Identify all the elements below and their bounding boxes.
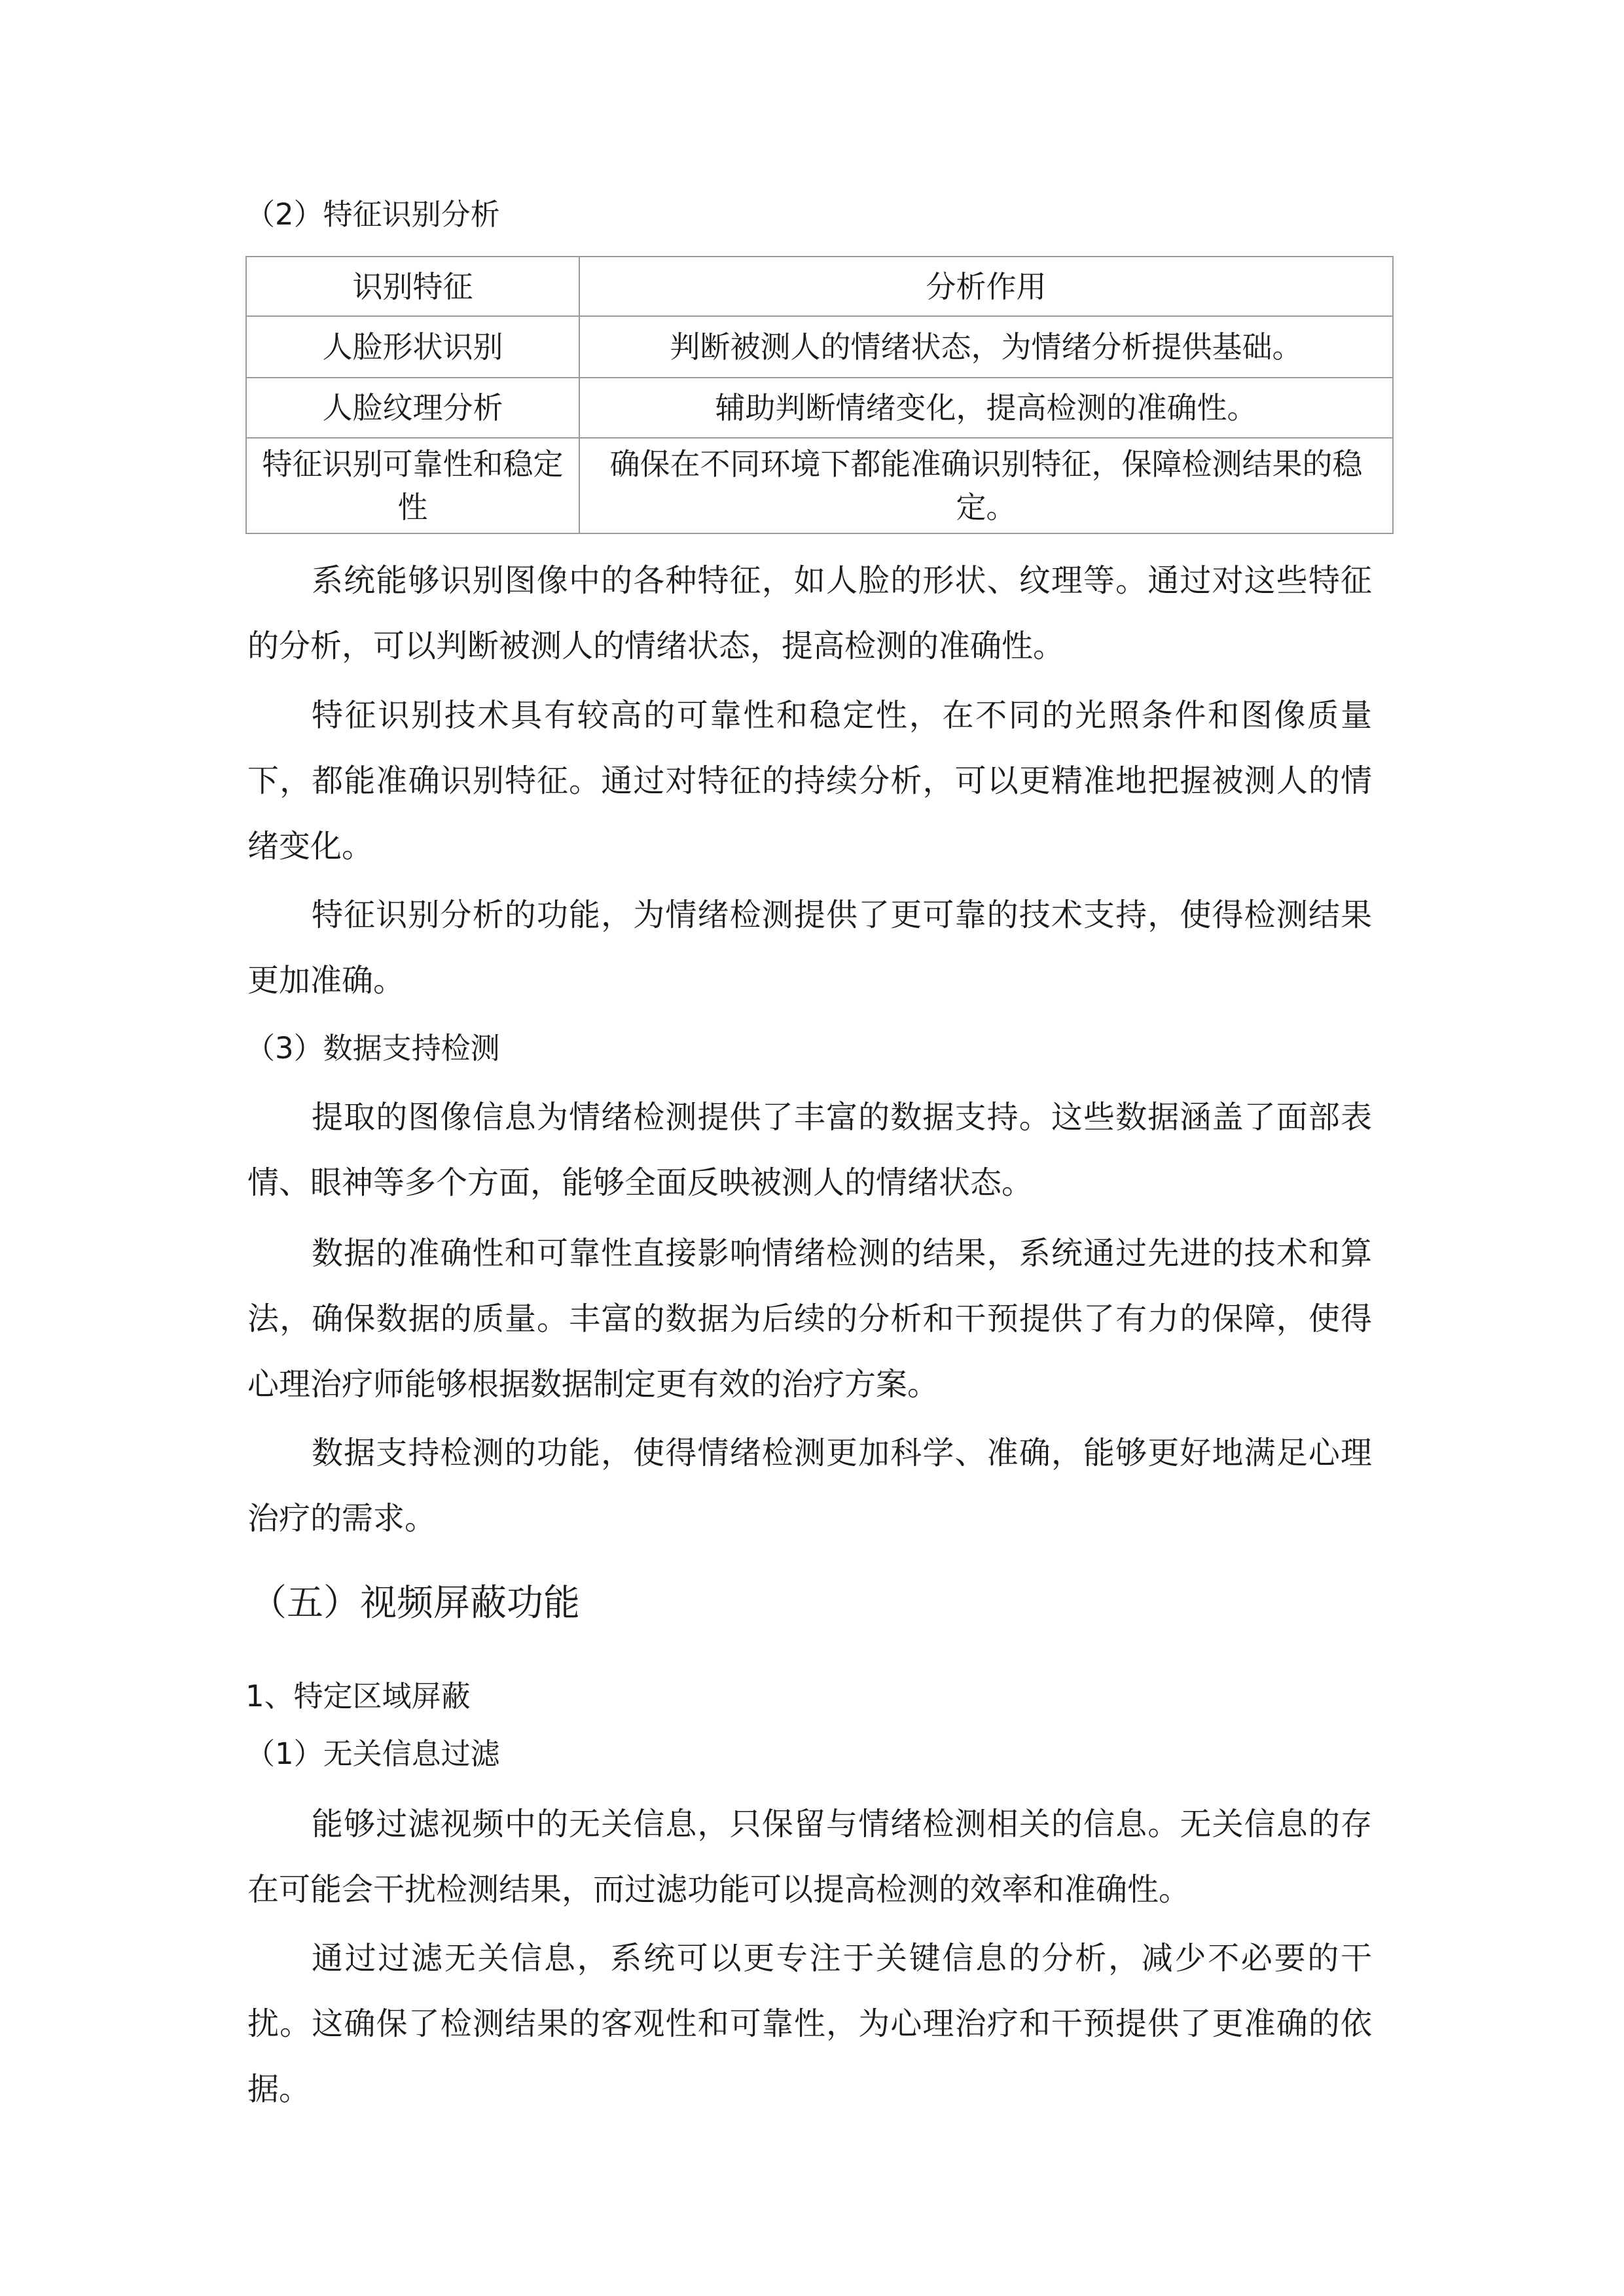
table-header-cell: 识别特征 [246, 257, 579, 316]
table-cell-role: 确保在不同环境下都能准确识别特征，保障检测结果的稳定。 [579, 438, 1393, 533]
paragraph: 提取的图像信息为情绪检测提供了丰富的数据支持。这些数据涵盖了面部表情、眼神等多个方面，能够全面反映被测人的情绪状态。 [247, 1099, 1372, 1201]
table-header-row [246, 257, 1393, 316]
heading-irrelevant-filter: （1）无关信息过滤 [245, 1736, 500, 1771]
paragraph: 特征识别技术具有较高的可靠性和稳定性，在不同的光照条件和图像质量下，都能准确识别特征。通过对特征的持续分析，可以更精准地把握被测人的情绪变化。 [247, 697, 1372, 865]
paragraph: 通过过滤无关信息，系统可以更专注于关键信息的分析，减少不必要的干扰。这确保了检测结果的客观性和可靠性，为心理治疗和干预提供了更准确的依据。 [247, 1940, 1372, 2108]
paragraph: 数据支持检测的功能，使得情绪检测更加科学、准确，能够更好地满足心理治疗的需求。 [247, 1435, 1372, 1537]
table-row [246, 438, 1393, 533]
table-cell-role: 辅助判断情绪变化，提高检测的准确性。 [579, 378, 1393, 438]
paragraph: 特征识别分析的功能，为情绪检测提供了更可靠的技术支持，使得检测结果更加准确。 [247, 897, 1372, 999]
table-cell-role: 判断被测人的情绪状态，为情绪分析提供基础。 [579, 316, 1393, 378]
table-cell-feature: 人脸形状识别 [246, 316, 579, 378]
table-row [246, 378, 1393, 438]
subsection-heading-region-mask: 1、特定区域屏蔽 [245, 1679, 471, 1713]
table-cell-feature: 人脸纹理分析 [246, 378, 579, 438]
table-row [246, 316, 1393, 378]
paragraph: 能够过滤视频中的无关信息，只保留与情绪检测相关的信息。无关信息的存在可能会干扰检测结果，而过滤功能可以提高检测的效率和准确性。 [247, 1806, 1372, 1908]
heading-feature-recognition: （2）特征识别分析 [245, 197, 500, 232]
paragraph: 数据的准确性和可靠性直接影响情绪检测的结果，系统通过先进的技术和算法，确保数据的质量。丰富的数据为后续的分析和干预提供了有力的保障，使得心理治疗师能够根据数据制定更有效的治疗方案。 [247, 1235, 1372, 1403]
table-header-cell: 分析作用 [579, 257, 1393, 316]
heading-data-support: （3）数据支持检测 [245, 1031, 500, 1066]
section-heading-video-mask: （五）视频屏蔽功能 [250, 1582, 580, 1624]
feature-analysis-table [245, 256, 1394, 534]
paragraph: 系统能够识别图像中的各种特征，如人脸的形状、纹理等。通过对这些特征的分析，可以判断被测人的情绪状态，提高检测的准确性。 [247, 562, 1372, 664]
table-cell-feature: 特征识别可靠性和稳定性 [246, 438, 579, 533]
